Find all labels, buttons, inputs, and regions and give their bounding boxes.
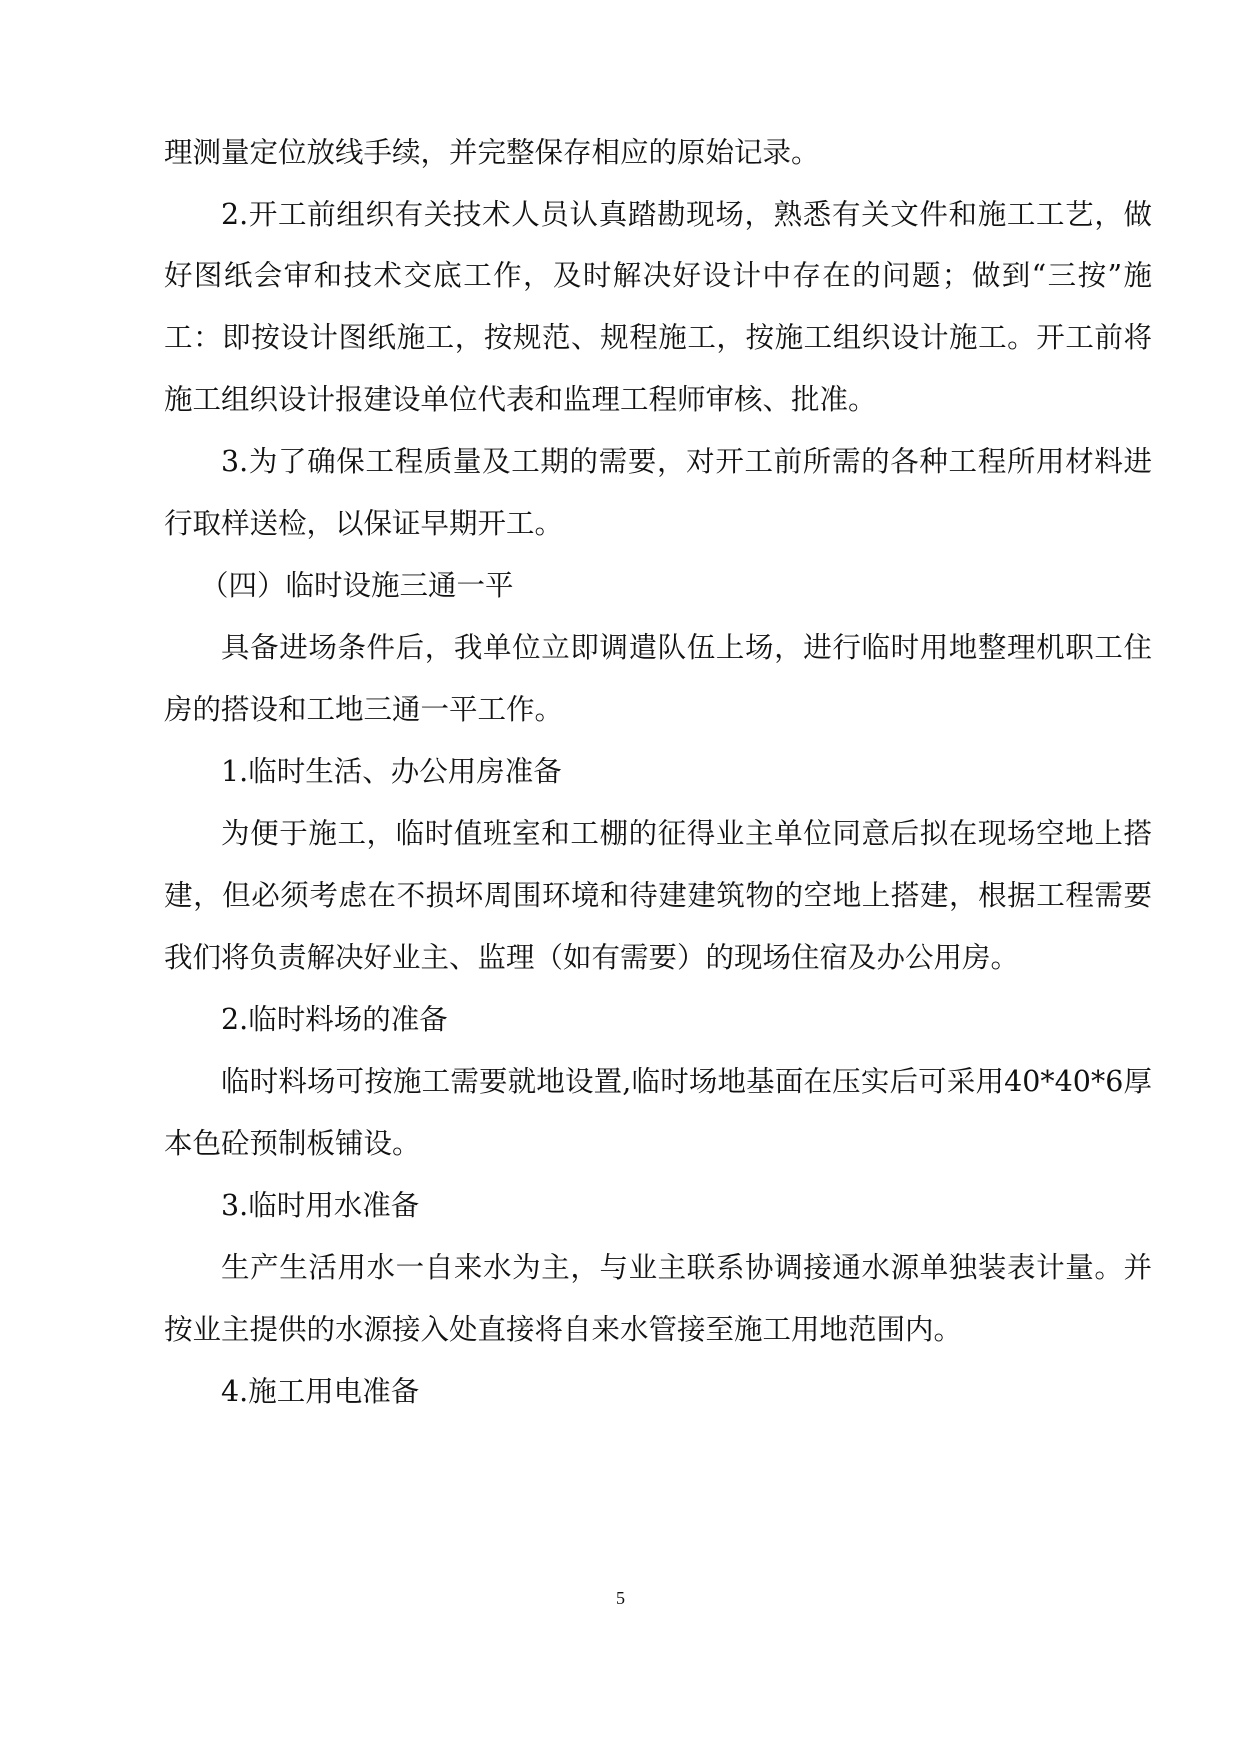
subheading: 4.施工用电准备	[221, 1375, 420, 1408]
text-line: 按业主提供的水源接入处直接将自来水管接至施工用地范围内。	[164, 1313, 963, 1346]
page-number: 5	[616, 1588, 625, 1608]
text-line: 具备进场条件后，我单位立即调遣队伍上场，进行临时用地整理机职工住	[221, 631, 1152, 664]
subheading: 1.临时生活、办公用房准备	[221, 755, 562, 788]
text-line: 建，但必须考虑在不损坏周围环境和待建建筑物的空地上搭建，根据工程需要	[164, 879, 1152, 912]
text-line: 临时料场可按施工需要就地设置,临时场地基面在压实后可采用40*40*6厚	[221, 1065, 1152, 1098]
subheading: 3.临时用水准备	[221, 1189, 420, 1222]
text-line: 为便于施工，临时值班室和工棚的征得业主单位同意后拟在现场空地上搭	[221, 817, 1152, 850]
text-line: 3.为了确保工程质量及工期的需要，对开工前所需的各种工程所用材料进	[221, 445, 1152, 478]
text-line: 施工组织设计报建设单位代表和监理工程师审核、批准。	[164, 383, 877, 416]
text-line: 我们将负责解决好业主、监理（如有需要）的现场住宿及办公用房。	[164, 941, 1020, 974]
text-line: 理测量定位放线手续，并完整保存相应的原始记录。	[164, 136, 820, 169]
text-line: 2.开工前组织有关技术人员认真踏勘现场，熟悉有关文件和施工工艺，做	[221, 198, 1152, 231]
text-line: 好图纸会审和技术交底工作，及时解决好设计中存在的问题；做到“三按”施	[164, 259, 1152, 292]
text-line: 生产生活用水一自来水为主，与业主联系协调接通水源单独装表计量。并	[221, 1251, 1152, 1284]
text-line: 房的搭设和工地三通一平工作。	[164, 693, 564, 726]
text-line: 行取样送检，以保证早期开工。	[164, 507, 564, 540]
text-line: 本色砼预制板铺设。	[164, 1127, 421, 1160]
section-heading: （四）临时设施三通一平	[200, 569, 514, 602]
text-line: 工：即按设计图纸施工，按规范、规程施工，按施工组织设计施工。开工前将	[164, 321, 1152, 354]
subheading: 2.临时料场的准备	[221, 1003, 448, 1036]
